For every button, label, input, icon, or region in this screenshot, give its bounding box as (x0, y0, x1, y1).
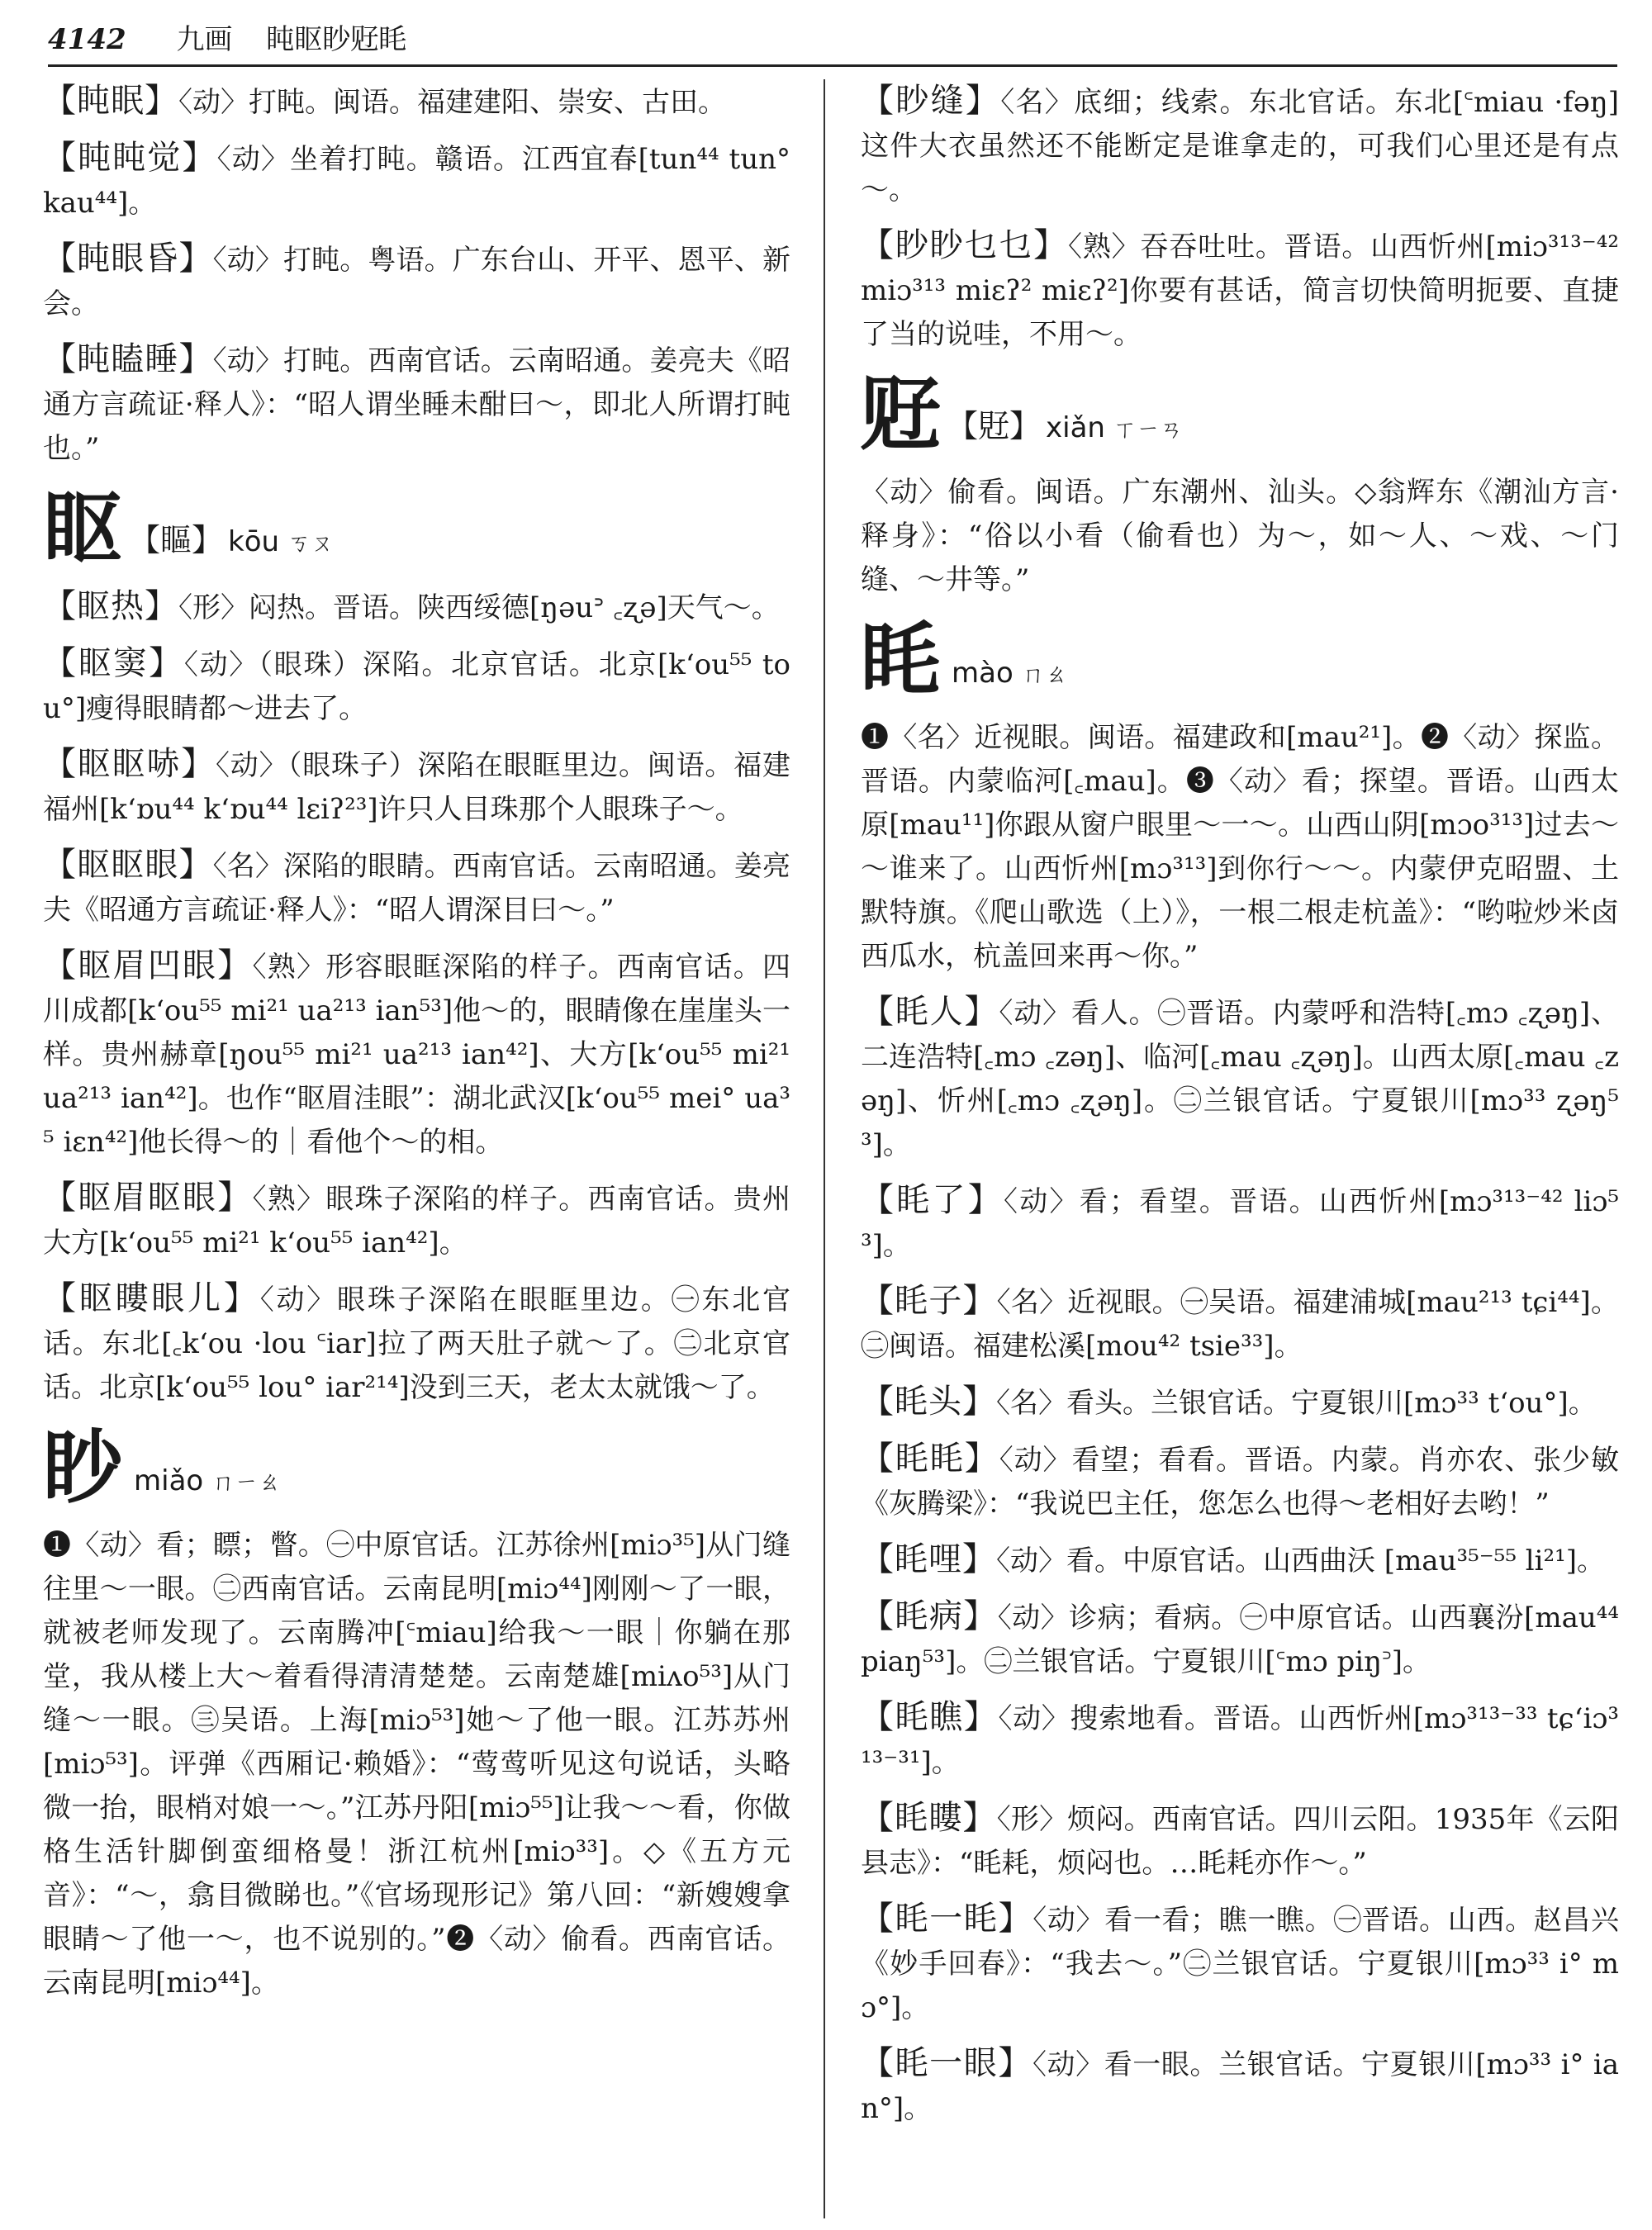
header-characters: 盹眍眇觃眊 (266, 23, 407, 56)
head-character-mao (861, 614, 1619, 716)
traditional-form: 【覎】 (947, 408, 1042, 444)
entry-mao-qiao (861, 1696, 1619, 1785)
definition: 〈动〉（眼珠子）深陷在眼眶里边。闽语。福建福州[k‘ɒu⁴⁴ k‘ɒu⁴⁴ lɛiʔ²³]许只人目珠那个人眼珠子～。 (43, 749, 790, 826)
headword: 【眊头】 (861, 1383, 996, 1421)
pinyin: miǎo (134, 1464, 204, 1497)
definition: 〈熟〉形容眼眶深陷的样子。西南官话。四川成都[k‘ou⁵⁵ mi²¹ ua²¹³ ian⁵³]他～的，眼睛像在崖崖头一样。贵州赫章[ŋou⁵⁵ mi²¹ ua²¹³ ian⁴²]、大方[k‘ou⁵⁵ mi²¹ ua²¹³ ian⁴²]。也作“眍眉洼眼”：湖北武汉[k‘ou⁵⁵ mei° ua³⁵ iɛn⁴²]他长得～的｜看他个～的相。 (43, 951, 790, 1159)
headword: 【眍眉凹眼】 (43, 947, 253, 985)
definition: 〈形〉烦闷。西南官话。四川云阳。1935年《云阳县志》：“眊耗，烦闷也。…眊耗亦作～。” (861, 1803, 1619, 1880)
definition: 〈名〉看头。兰银官话。宁夏银川[mɔ³³ t‘ou°]。 (996, 1387, 1597, 1420)
pinyin: kōu (228, 525, 280, 558)
entry-mao-yi-mao (861, 1897, 1619, 2030)
definition: 〈名〉深陷的眼睛。西南官话。云南昭通。姜亮夫《昭通方言疏证·释人》：“昭人谓深目曰～。” (43, 850, 790, 927)
zhuyin: ㄒㄧㄢ (1113, 415, 1183, 443)
page-header (48, 15, 1617, 67)
zhuyin: ㄇㄠ (1021, 661, 1068, 688)
right-column (861, 79, 1619, 2218)
entry-mao-ren (861, 990, 1619, 1167)
head-character: 眍 (43, 482, 122, 575)
headword: 【眍窦】 (43, 644, 184, 682)
headword: 【眍眍哧】 (43, 745, 216, 783)
headword: 【眊一眼】 (861, 2044, 1032, 2082)
definition: 〈动〉看一眼。兰银官话。宁夏银川[mɔ³³ i° ian°]。 (861, 2048, 1619, 2125)
headword: 【眊人】 (861, 993, 999, 1031)
entry-mao-li (861, 1538, 1619, 1583)
headword: 【眍热】 (43, 587, 178, 625)
entry-dun-ke-shui (43, 338, 790, 471)
entry-mao-yi-yan (861, 2042, 1619, 2131)
definition: 〈熟〉眼珠子深陷的样子。西南官话。贵州大方[k‘ou⁵⁵ mi²¹ k‘ou⁵⁵ ian⁴²]。 (43, 1183, 790, 1260)
entry-kou-mei-kou-yan (43, 1176, 790, 1265)
headword: 【眊病】 (861, 1597, 998, 1635)
definition: ❶〈动〉看；瞟；瞥。㊀中原官话。江苏徐州[miɔ³⁵]从门缝往里～一眼。㊁西南官话。云南昆明[miɔ⁴⁴]刚刚～了一眼，就被老师发现了。云南腾冲[꜂miau]给我～一眼｜你躺在那堂，我从楼上大～着看得清清楚楚。云南楚雄[miʌo⁵³]从门缝～一眼。㊂吴语。上海[miɔ⁵³]她～了他一眼。江苏苏州[miɔ⁵³]。评弹《西厢记·赖婚》：“莺莺听见这句说话，头略微一抬，眼梢对娘一～。”江苏丹阳[miɔ⁵⁵]让我～～看，你做格生活针脚倒蛮细格曼！浙江杭州[miɔ³³]。◇《五方元音》：“～，翕目微睇也。”《官场现形记》第八回：“新嫂嫂拿眼睛～了他一～，也不说别的。”❷〈动〉偷看。西南官话。云南昆明[miɔ⁴⁴]。 (43, 1529, 790, 2000)
definition: 〈动〉看一看；瞧一瞧。㊀晋语。山西。赵昌兴《妙手回春》：“我去～。”㊁兰银官话。宁夏银川[mɔ³³ i° mɔ°]。 (861, 1904, 1619, 2024)
entry-kou-re (43, 585, 790, 630)
headword: 【眍眍眼】 (43, 846, 213, 884)
definition: 〈动〉看。中原官话。山西曲沃 [mau³⁵⁻⁵⁵ li²¹]。 (996, 1544, 1606, 1578)
definition: 〈动〉看望；看看。晋语。内蒙。肖亦农、张少敏《灰腾梁》：“我说巴主任，您怎么也得～老相好去哟！” (861, 1444, 1619, 1521)
entry-mao-zao (861, 1796, 1619, 1886)
entry-mao-le (861, 1179, 1619, 1268)
head-character-miao (43, 1421, 790, 1524)
section-label: 九画 (176, 23, 233, 56)
definition: 〈动〉打盹。西南官话。云南昭通。姜亮夫《昭通方言疏证·释人》：“昭人谓坐睡未酣曰～，即北人所谓打盹也。” (43, 344, 790, 465)
definition: 〈动〉看；看望。晋语。山西忻州[mɔ³¹³⁻⁴² liɔ⁵³]。 (861, 1185, 1619, 1262)
definition: 〈动〉打盹。粤语。广东台山、开平、恩平、新会。 (43, 244, 790, 320)
definition: 〈动〉打盹。闽语。福建建阳、崇安、古田。 (178, 86, 726, 119)
entry-miao-definition (43, 1524, 790, 2005)
definition: 〈动〉眼珠子深陷在眼眶里边。㊀东北官话。东北[꜀k‘ou ·lou ꜂iar]拉了两天肚子就～了。㊁北京官话。北京[k‘ou⁵⁵ lou° iar²¹⁴]没到三天，老太太就饿～了。 (43, 1283, 790, 1404)
definition: 〈熟〉吞吞吐吐。晋语。山西忻州[miɔ³¹³⁻⁴² miɔ³¹³ miɛʔ² miɛʔ²]你要有甚话，简言切快简明扼要、直捷了当的说哇，不用～。 (861, 230, 1619, 351)
pinyin: mào (952, 657, 1014, 690)
entry-kou-kou-yan (43, 843, 790, 932)
headword: 【眊了】 (861, 1181, 1004, 1219)
headword: 【眊瞧】 (861, 1698, 999, 1736)
definition: 〈动〉偷看。闽语。广东潮州、汕头。◇翁辉东《潮汕方言·释身》：“俗以小看（偷看也）为～，如～人、～戏、～门缝、～井等。” (861, 476, 1619, 596)
entry-kou-kou-shi (43, 743, 790, 832)
entry-mao-tou (861, 1380, 1619, 1426)
definition: 〈名〉底细；线索。东北官话。东北[꜂miau ·fəŋ]这件大衣虽然还不能断定是谁拿走的，可我们心里还是有点～。 (861, 86, 1619, 206)
entry-mao-bing (861, 1595, 1619, 1684)
head-character-kou (43, 482, 790, 585)
headword: 【眍瞜眼儿】 (43, 1279, 260, 1317)
entry-dun-dun-jue (43, 136, 790, 225)
headword: 【盹瞌睡】 (43, 340, 213, 378)
headword: 【眍眉眍眼】 (43, 1179, 253, 1217)
definition: ❶〈名〉近视眼。闽语。福建政和[mau²¹]。❷〈动〉探监。晋语。内蒙临河[꜀mau]。❸〈动〉看；探望。晋语。山西太原[mau¹¹]你跟从窗户眼里～一～。山西山阴[mɔo³¹³]过去～～谁来了。山西忻州[mɔ³¹³]到你行～～。内蒙伊克昭盟、土默特旗。《爬山歌选（上）》，一根二根走杭盖》：“哟啦炒米卤西瓜水，杭盖回来再～你。” (861, 721, 1619, 973)
headword: 【眊眊】 (861, 1440, 999, 1478)
headword: 【眊哩】 (861, 1540, 996, 1578)
head-character: 眊 (861, 613, 940, 706)
headword: 【盹盹觉】 (43, 139, 217, 177)
headword: 【眊子】 (861, 1282, 997, 1320)
definition: 〈动〉（眼珠）深陷。北京官话。北京[k‘ou⁵⁵ tou°]瘦得眼睛都～进去了。 (43, 648, 790, 725)
entry-mao-zi (861, 1279, 1619, 1369)
traditional-form: 【瞘】 (129, 522, 224, 558)
entry-xian-definition (861, 471, 1619, 602)
entry-dun-yan-hun (43, 237, 790, 326)
column-divider (824, 79, 825, 2218)
zhuyin: ㄎㄡ (287, 529, 335, 557)
pinyin: xiǎn (1046, 411, 1105, 444)
headword: 【盹眼昏】 (43, 240, 213, 278)
definition: 〈动〉看人。㊀晋语。内蒙呼和浩特[꜀mɔ ꜀ʐəŋ]、二连浩特[꜀mɔ ꜀zəŋ]、临河[꜀mau ꜀ʐəŋ]。山西太原[꜀mau ꜀zəŋ]、忻州[꜀mɔ ꜀ʐəŋ]。㊁兰银官话。宁夏银川[mɔ³³ ʐəŋ⁵³]。 (861, 997, 1619, 1161)
entry-dun-mian (43, 79, 790, 125)
zhuyin: ㄇㄧㄠ (211, 1468, 282, 1496)
head-character: 眇 (43, 1421, 122, 1514)
entry-mao-definition (861, 716, 1619, 979)
definition: 〈名〉近视眼。㊀吴语。福建浦城[mau²¹³ tɕi⁴⁴]。㊁闽语。福建松溪[mou⁴² tsie³³]。 (861, 1286, 1619, 1363)
definition: 〈动〉坐着打盹。赣语。江西宜春[tun⁴⁴ tun° kau⁴⁴]。 (43, 143, 790, 220)
page-number: 4142 (48, 23, 126, 56)
head-character-xian (861, 368, 1619, 471)
headword: 【眇缝】 (861, 82, 1001, 120)
definition: 〈动〉诊病；看病。㊀中原官话。山西襄汾[mau⁴⁴ piaŋ⁵³]。㊁兰银官话。宁夏银川[꜂mɔ piŋ꜄]。 (861, 1601, 1619, 1678)
definition: 〈形〉闷热。晋语。陕西绥德[ŋəuᐣ ꜀ʐə]天气～。 (178, 591, 780, 624)
entry-kou-mei-ao-yan (43, 944, 790, 1165)
headword: 【眇眇乜乜】 (861, 226, 1068, 264)
headword: 【眊瞜】 (861, 1799, 997, 1837)
headword: 【眊一眊】 (861, 1900, 1033, 1938)
entry-kou-lou-yan-er (43, 1277, 790, 1410)
left-column (43, 79, 790, 2218)
entry-kou-dou (43, 642, 790, 731)
entry-mao-mao (861, 1437, 1619, 1526)
entry-miao-miao-qi-qi (861, 224, 1619, 357)
entry-miao-feng (861, 79, 1619, 212)
head-character: 觃 (861, 368, 940, 461)
headword: 【盹眠】 (43, 82, 178, 120)
definition: 〈动〉搜索地看。晋语。山西忻州[mɔ³¹³⁻³³ tɕ‘iɔ³¹³⁻³¹]。 (861, 1702, 1619, 1779)
